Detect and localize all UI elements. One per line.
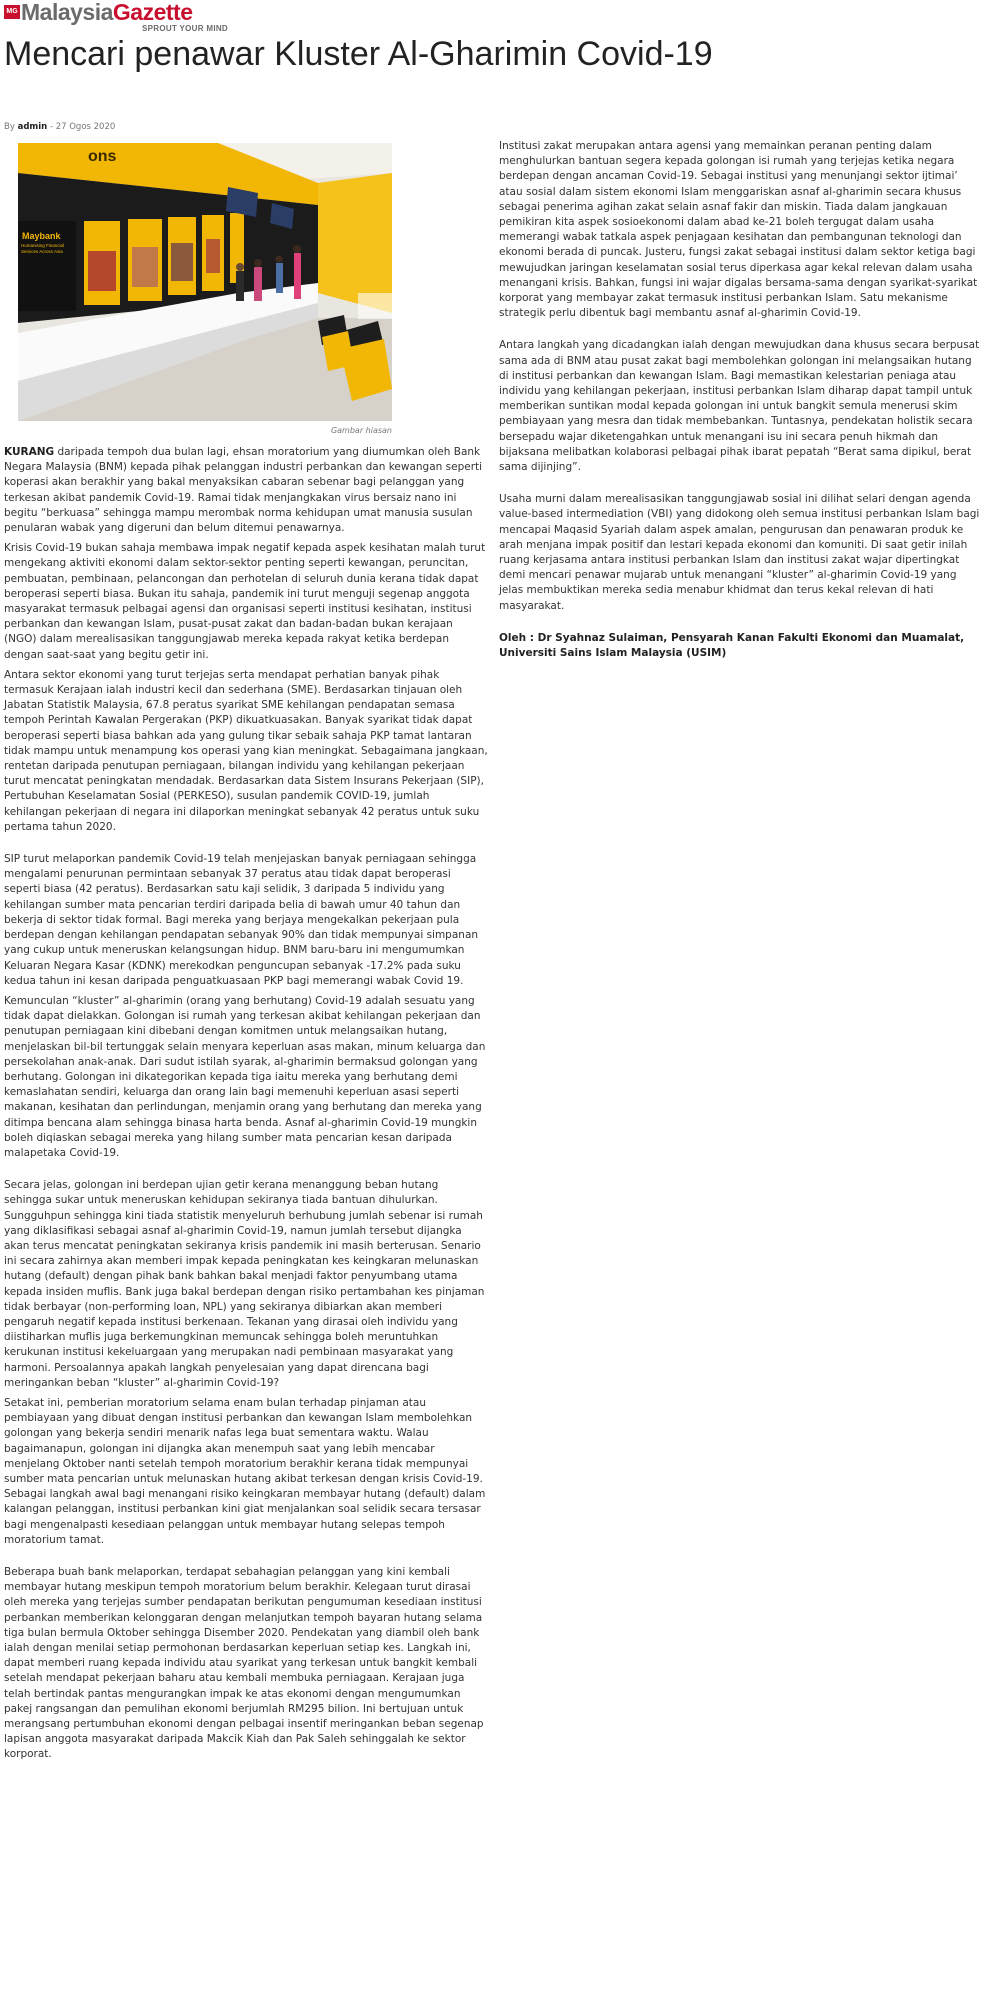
article-byline [4, 122, 115, 132]
paragraph: Beberapa buah bank melaporkan, terdapat sebahagian pelanggan yang kini kembali membayar hutang meskipun tempoh moratorium belum berakhir. Kelegaan turut dirasai oleh mereka yang terjejas sumber pendapatan berikutan pengumuman kesediaan institusi perbankan memberikan kelonggaran dengan melanjutkan tempoh bayaran hutang selama tiga bulan bermula Oktober sehingga Disember 2020. Pendekatan yang diambil oleh bank ialah dengan menilai setiap permohonan berdasarkan keperluan setiap kes. Langkah ini, dapat memberi ruang kepada individu atau syarikat yang terkesan untuk bangkit kembali setelah mendapat pekerjaan baharu atau kembali membuka perniagaan. Kerajaan juga telah bertindak pantas mengurangkan impak ke atas ekonomi dengan mengumumkan pakej rangsangan dan pemulihan ekonomi berjumlah RM295 bilion. Ini bertujuan untuk merangsang pertumbuhan ekonomi dengan pelbagai insentif meringankan beban segenap lapisan anggota masyarakat daripada Makcik Kiah dan Pak Saleh sehinggalah ke sektor korporat. [4, 1566, 484, 1761]
paragraph: Antara sektor ekonomi yang turut terjejas serta mendapat perhatian banyak pihak termasuk Kerajaan ialah industri kecil dan sederhana (SME). Berdasarkan tinjauan oleh Jabatan Statistik Malaysia, 67.8 peratus syarikat SME kehilangan pendapatan semasa tempoh Perintah Kawalan Pergerakan (PKP) dikuatkuasakan. Banyak syarikat tidak dapat beroperasi seperti biasa bahkan ada yang gulung tikar sebaik sahaja PKP tamat lantaran tidak mampu untuk menampung kos operasi yang kian meningkat. Sebagaimana jangkaan, rentetan daripada penutupan perniagaan, bilangan individu yang kehilangan pekerjaan turut mencatat peningkatan mendadak. Berdasarkan data Sistem Insurans Pekerjaan (SIP), Pertubuhan Keselamatan Sosial (PERKESO), susulan pandemik COVID-19, jumlah kehilangan pekerjaan di negara ini dilaporkan meningkat sebanyak 42 peratus untuk suku pertama tahun 2020. [4, 668, 488, 833]
site-logo[interactable] [4, 2, 240, 32]
paragraph [4, 445, 488, 536]
paragraph: Krisis Covid-19 bukan sahaja membawa impak negatif kepada aspek kesihatan malah turut mengekang aktiviti ekonomi dalam sektor-sektor penting seperti kewangan, peruncitan, pembuatan, pembinaan, pelancongan dan perhotelan di seluruh dunia kerana tidak dapat beroperasi seperti biasa. Bukan itu sahaja, pandemik ini turut menguji segenap anggota masyarakat termasuk pelbagai agensi dan organisasi seperti institusi kesihatan, institusi perbankan dan kewangan Islam, pusat-pusat zakat dan badan-badan bukan kerajaan (NGO) dalam merealisasikan tanggungjawab mereka kepada rakyat ketika berdepan dengan saat-saat yang begitu getir ini. [4, 542, 486, 661]
logo-tagline: SPROUT YOUR MIND [142, 24, 228, 33]
article-photo [18, 143, 392, 421]
byline-separator: - [49, 122, 54, 132]
image-caption: Gambar hiasan [330, 426, 392, 435]
photo-brand-tagline: Humanising Financial Services Across Asia [21, 243, 65, 254]
paragraph: Antara langkah yang dicadangkan ialah dengan mewujudkan dana khusus secara berpusat sama ada di BNM atau pusat zakat bagi membolehkan golongan ini melangsaikan hutang di institusi perbankan dan kewangan Islam. Bagi memastikan kelestarian peniaga atau individu yang kehilangan pekerjaan, institusi perbankan Islam diharap dapat tampil untuk memberikan suntikan modal kepada golongan ini untuk bangkit semula menerusi skim pembiayaan yang mesra dan tidak membebankan. Tuntasnya, pendekatan holistik secara bersepadu wajar diketengahkan untuk menangani isu ini secara penuh hikmah dan bijaksana melibatkan kolaborasi pelbagai pihak ibarat pepatah “Berat sama dipikul, berat sama dijinjing”. [499, 339, 980, 474]
logo-wordmark [21, 0, 193, 26]
article-body-right [499, 139, 983, 678]
byline-prefix: By [4, 122, 15, 132]
article-body-left [4, 445, 488, 1768]
logo-part-gazette: Gazette [112, 0, 193, 25]
logo-part-malaysia: Malaysia [21, 0, 113, 25]
photo-sign-text: ons [88, 148, 117, 165]
lead-word: KURANG [4, 446, 55, 458]
paragraph: SIP turut melaporkan pandemik Covid-19 telah menjejaskan banyak perniagaan sehingga mengalami penurunan permintaan sebanyak 37 peratus atau tidak dapat beroperasi seperti biasa (42 peratus). Berdasarkan satu kaji selidik, 3 daripada 5 individu yang kehilangan sumber mata pencarian terdiri daripada belia di bawah umur 40 tahun dan bekerja di sektor tidak formal. Bagi mereka yang berjaya mengekalkan pekerjaan pula berdepan dengan kehilangan pendapatan sebanyak 90% dan tidak mempunyai simpanan yang cukup untuk meneruskan kelangsungan hidup. BNM baru-baru ini mengumumkan Keluaran Negara Kasar (KDNK) merekodkan penguncupan sebanyak -17.2% pada suku kedua tahun ini kesan daripada penguatkuasaan PKP bagi memerangi wabak Covid 19. [4, 853, 479, 987]
paragraph-text: daripada tempoh dua bulan lagi, ehsan moratorium yang diumumkan oleh Bank Negara Malaysia (BNM) kepada pihak pelanggan industri perbankan dan kewangan seperti koperasi akan berakhir yang bakal menyaksikan cabaran sebenar bagi pelanggan yang terkesan akibat pandemik Covid-19. Ramai tidak menjangkakan virus bersaiz nano ini begitu “berkuasa” sehingga mampu merombak norma kehidupan umat manusia susulan penularan wabak yang digeruni dan belum ditemui penawarnya. [4, 446, 483, 535]
paragraph: Setakat ini, pemberian moratorium selama enam bulan terhadap pinjaman atau pembiayaan yang dibuat dengan institusi perbankan dan kewangan Islam membolehkan golongan yang bekerja sendiri menarik nafas lega buat sementara waktu. Walau bagaimanapun, golongan ini dijangka akan menempuh saat yang lebih mencabar menjelang Oktober nanti setelah tempoh moratorium berakhir kerana tidak mempunyai sumber mata pencarian untuk melunaskan hutang akibat terkesan dengan krisis Covid-19. Sebagai langkah awal bagi menangani risiko keingkaran membayar hutang (default) dalam kalangan pelanggan, institusi perbankan kini giat menjalankan soal selidik secara tersasar bagi mengenalpasti kesediaan pelanggan untuk membayar hutang selepas tempoh moratorium tamat. [4, 1396, 486, 1546]
paragraph: Usaha murni dalam merealisasikan tanggungjawab sosial ini dilihat selari dengan agenda value-based intermediation (VBI) yang didokong oleh semua institusi perbankan Islam bagi mencapai Maqasid Syariah dalam aspek amalan, pengurusan dan penawaran produk ke arah menjana impak positif dan lestari kepada ekonomi dan komuniti. Di saat getir inilah ruang kerjasama antara institusi perbankan Islam dan institusi zakat wajar dipertingkat demi mencari penawar mujarab untuk menangani “kluster” al-gharimin Covid-19 yang jelas membuktikan mereka sedia menabur khidmat dan terus kekal relevan di hati masyarakat. [499, 493, 980, 612]
bank-branch-illustration [18, 143, 392, 421]
paragraph: Kemunculan “kluster” al-gharimin (orang yang berhutang) Covid-19 adalah sesuatu yang tidak dapat dielakkan. Golongan isi rumah yang terkesan akibat kehilangan pekerjaan dan penutupan perniagaan kini dibebani dengan komitmen untuk melangsaikan hutang, menjelaskan bil-bil tertunggak selain menyara keperluan asas makan, minum keluarga dan persekolahan anak-anak. Dari sudut istilah syarak, al-gharimin bermaksud golongan yang berhutang. Golongan ini dikategorikan kepada tiga iaitu mereka yang berhutang demi kemaslahatan sendiri, keluarga dan orang lain bagi memenuhi keperluan asasi seperti makanan, kesihatan dan perlindungan, menjamin orang yang berhutang dan mereka yang ditimpa bencana alam sehingga binasa harta benda. Asnaf al-gharimin Covid-19 mungkin boleh diqiaskan sebagai mereka yang hilang sumber mata pencarian kesan daripada malapetaka Covid-19. [4, 994, 486, 1159]
paragraph: Secara jelas, golongan ini berdepan ujian getir kerana menanggung beban hutang sehingga sukar untuk meneruskan kehidupan sekiranya tiada bantuan dihulurkan. Sungguhpun sehingga kini tiada statistik menyeluruh berhubung jumlah sebenar isi rumah yang diklasifikasi sebagai asnaf al-gharimin Covid-19, namun jumlah tersebut dijangka akan terus mencatat peningkatan sekiranya krisis pandemik ini masih berterusan. Senario ini secara zahirnya akan memberi impak kepada peningkatan kes keingkaran melunaskan hutang (default) dengan pihak bank bahkan bakal menjadi faktor penyumbang utama kepada insiden muflis. Bank juga bakal berdepan dengan risiko pertambahan kes pinjaman tidak berbayar (non-performing loan, NPL) yang sekiranya dibiarkan akan memberi pengaruh negatif kepada institusi berkenaan. Tekanan yang dirasai oleh individu yang diistiharkan muflis juga berkemungkinan memuncak sehingga boleh meruntuhkan kerukunan institusi kekeluargaan yang merupakan nadi pembinaan masyarakat yang harmoni. Persoalannya apakah langkah penyelesaian yang dapat direncana bagi meringankan beban “kluster” al-gharimin Covid-19? [4, 1179, 485, 1389]
paragraph: Institusi zakat merupakan antara agensi yang memainkan peranan penting dalam menghulurkan bantuan segera kepada golongan isi rumah yang terjejas ketika negara berdepan dengan ancaman Covid-19. Sebagai institusi yang menunjangi sektor ijtimai’ atau sosial dalam sistem ekonomi Islam menggariskan asnaf al-gharimin secara khusus sebagai penerima agihan zakat selain asnaf fakir dan miskin. Tiada dalam jangkauan pemikiran kita aspek sosioekonomi dalam abad ke-21 boleh tergugat dalam usaha memerangi wabak tatkala aspek penjagaan kesihatan dan pembangunan teknologi dan ekonomi berada di puncak. Justeru, fungsi zakat sebagai institusi dalam sektor ketiga bagi mewujudkan jaringan keselamatan sosial terus diperkasa agar kekal relevan dalam usaha menangani krisis. Bahkan, fungsi ini wajar digalas bersama-sama dengan syarikat-syarikat korporat yang membayar zakat termasuk institusi perbankan Islam. Satu mekanisme strategik perlu dibentuk bagi membantu asnaf al-gharimin Covid-19. [499, 140, 978, 320]
author-link[interactable]: admin [17, 122, 48, 132]
article-title: Mencari penawar Kluster Al-Gharimin Covid-19 [4, 35, 713, 73]
photo-brand-text: Maybank [22, 231, 61, 241]
article-date: 27 Ogos 2020 [55, 122, 116, 132]
logo-badge: MG [4, 5, 20, 19]
author-signature: Oleh : Dr Syahnaz Sulaiman, Pensyarah Kanan Fakulti Ekonomi dan Muamalat, Universiti Sains Islam Malaysia (USIM) [499, 631, 965, 660]
